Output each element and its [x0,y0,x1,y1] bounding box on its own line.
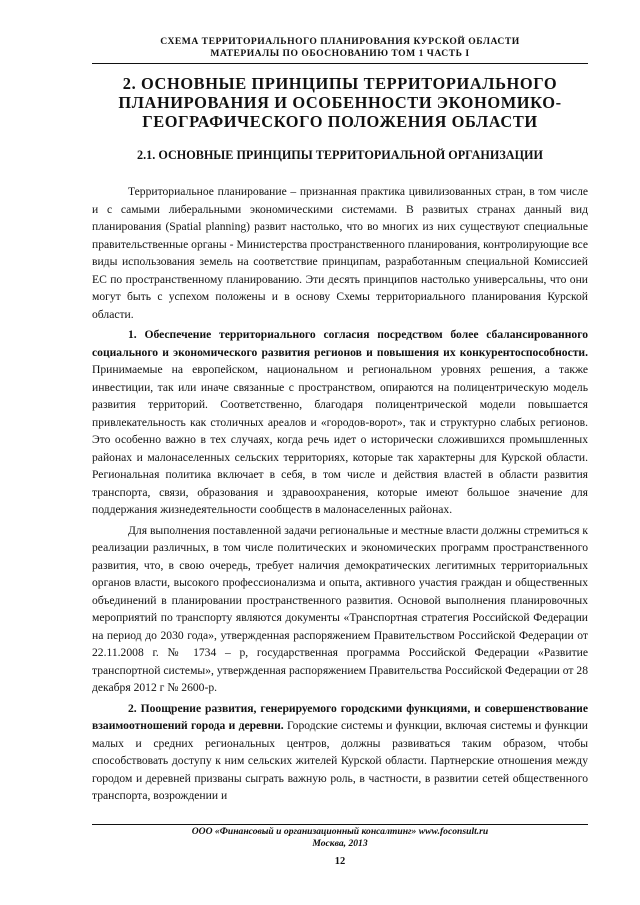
principle-1-text: Принимаемые на европейском, национальном и региональном уровнях решения, а также инвестиции, так или иначе связанные с пространством, опираются на полицентрическую модель развития территорий. Соответственно, благодаря полицентрической модели повышается привлекательность как столичных ареалов и «городов-ворот», так и структурно слабых регионов. Это особенно важно в тех случаях, когда речь идет о исторически сложившихся промышленных районах и малонаселенных сельских территориях, которые так характерны для Курской области. Региональная политика включает в себя, в том числе и действия властей в области развития транспорта, связи, образования и здравоохранения, которые имеют большое значение для поддержания жизнедеятельности сообществ в малонаселенных районах. [92,363,588,516]
running-header [92,36,588,60]
header-line-2: МАТЕРИАЛЫ ПО ОБОСНОВАНИЮ ТОМ 1 ЧАСТЬ I [210,48,470,59]
body-text [92,183,588,805]
principle-1-heading: 1. Обеспечение территориального согласия посредством более сбалансированного социального и экономического развития регионов и повышения их конкурентоспособности. [92,328,588,359]
page-number: 12 [334,856,346,867]
section-title: 2. ОСНОВНЫЕ ПРИНЦИПЫ ТЕРРИТОРИАЛЬНОГО ПЛАНИРОВАНИЯ И ОСОБЕННОСТИ ЭКОНОМИКО-ГЕОГРАФИЧЕСКОГО ПОЛОЖЕНИЯ ОБЛАСТИ [118,74,562,131]
header-rule [92,63,588,64]
paragraph-1: Территориальное планирование – признанная практика цивилизованных стран, в том числе и с самыми либеральными экономическими системами. В развитых странах данный вид планирования (Spatial planning) развит настолько, что во многих из них существуют специальные правительственные органы - Министерства пространственного планирования, контролирующие все виды использования земель на соответствие принципам, разработанным специальной Комиссией ЕС по пространственному планированию. Эти десять принципов настолько универсальны, что они могут быть с успехом положены и в основу Схемы территориального планирования Курской области. [92,185,588,321]
paragraph-4 [92,700,588,805]
principle-2-text: Городские системы и функции, включая системы и функции малых и средних региональных центров, должны развиваться таким образом, чтобы способствовать доступу к ним сельских жителей Курской области. Партнерские отношения между городом и деревней призваны сыграть важную роль, в частности, в развитии сетей общественного транспорта, возрождении и [92,719,588,802]
footer-rule [92,824,588,825]
header-line-1: СХЕМА ТЕРРИТОРИАЛЬНОГО ПЛАНИРОВАНИЯ КУРСКОЙ ОБЛАСТИ [160,36,520,47]
footer-company: ООО «Финансовый и организационный консалтинг» www.foconsult.ru [191,826,489,837]
footer-city-year: Москва, 2013 [312,838,368,849]
paragraph-3: Для выполнения поставленной задачи региональные и местные власти должны стремиться к реализации различных, в том числе политических и экономических программ пространственного развития, что, в свою очередь, требует наличия демократических легитимных территориальных органов власти, высокого профессионализма и опыта, активного участия граждан и общественных объединений в планировании пространственного развития. Основой выполнения планировочных мероприятий по транспорту являются документы «Транспортная стратегия Российской Федерации на период до 2030 года», утвержденная распоряжением Правительством Российской Федерации от 22.11.2008 г. № 1734 – р, государственная программа Российской Федерации «Развитие транспортной системы», утвержденная распоряжением Правительства Российской Федерации от 28 декабря 2012 г № 2600-р. [92,523,588,694]
paragraph-2 [92,326,588,519]
subsection-title: 2.1. ОСНОВНЫЕ ПРИНЦИПЫ ТЕРРИТОРИАЛЬНОЙ ОРГАНИЗАЦИИ [136,148,544,162]
principle-2-heading: 2. Поощрение развития, генерируемого городскими функциями, и совершенствование взаимоотношений города и деревни. [92,701,588,732]
running-footer [92,826,588,850]
